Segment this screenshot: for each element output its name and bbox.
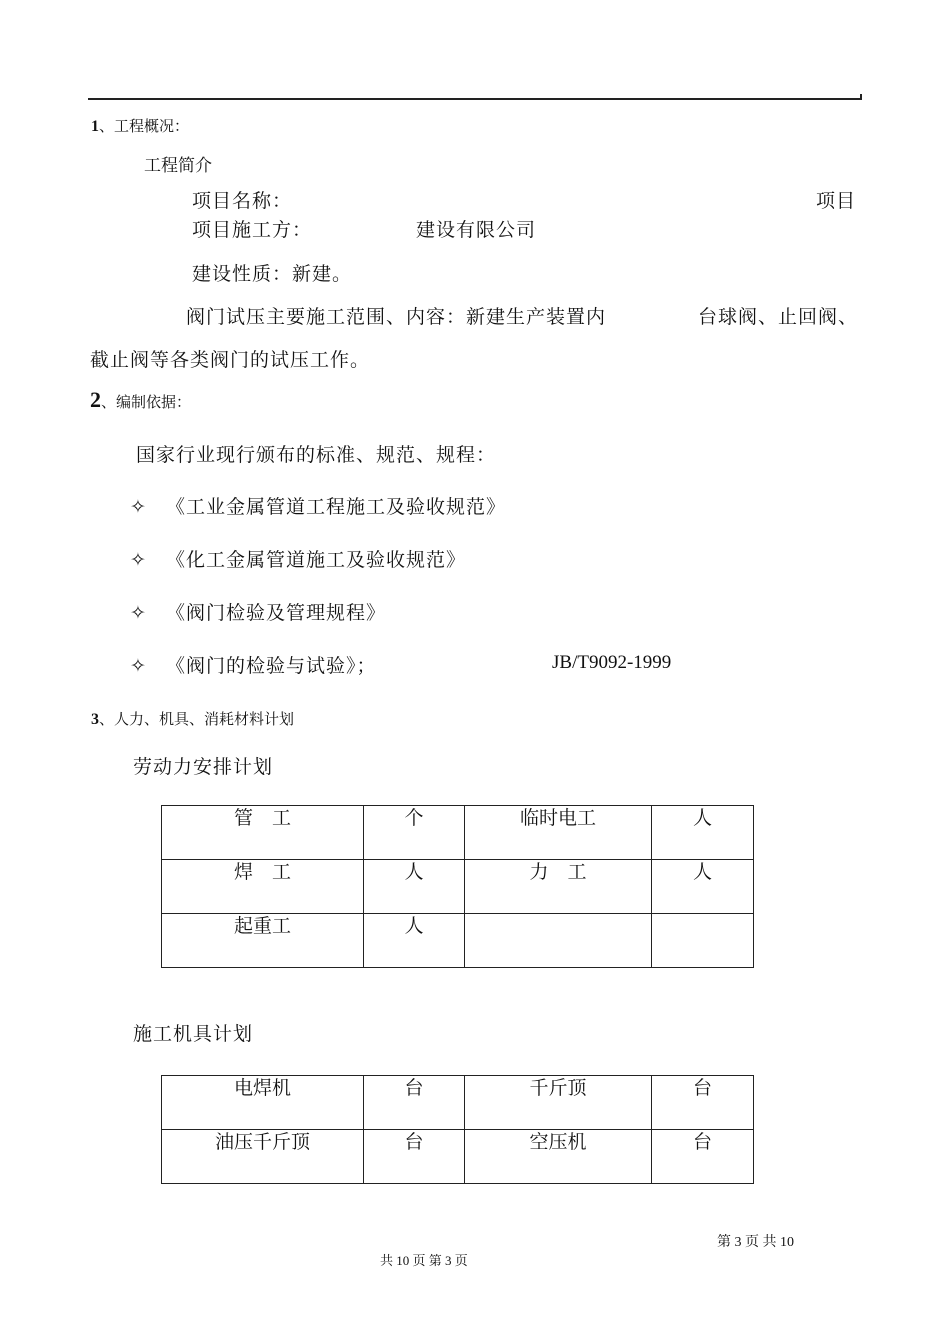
section1-heading-number: 1 <box>91 118 99 135</box>
page-footer-right: 第 3 页 共 10 <box>717 1235 794 1250</box>
table-cell: 电焊机 <box>162 1076 364 1130</box>
table-cell: 台 <box>652 1130 754 1184</box>
table-row <box>162 1130 754 1184</box>
header-rule-tick <box>860 94 862 100</box>
bullet-star-icon: ✧ <box>130 496 147 518</box>
section3-heading-number: 3 <box>91 711 99 728</box>
labor-table <box>161 805 754 968</box>
equipment-plan-title: 施工机具计划 <box>133 1023 254 1045</box>
standard-code: JB/T9092-1999 <box>552 652 672 673</box>
list-item-text: 《化工金属管道施工及验收规范》 <box>165 549 466 571</box>
section2-heading-text: 、编制依据： <box>101 393 192 411</box>
table-row <box>162 1076 754 1130</box>
table-cell: 力 工 <box>465 860 652 914</box>
scope-line1-b: 台球阀、止回阀、 <box>698 306 859 328</box>
project-name-tail: 项目 <box>816 190 857 212</box>
section2-heading <box>90 387 191 413</box>
table-cell: 油压千斤顶 <box>162 1130 364 1184</box>
table-cell: 起重工 <box>162 914 364 968</box>
list-item <box>130 651 376 678</box>
list-item-text: 《工业金属管道工程施工及验收规范》 <box>165 496 506 518</box>
list-item <box>130 598 386 625</box>
section1-subheading: 工程简介 <box>144 156 212 176</box>
construction-nature: 建设性质：新建。 <box>192 263 353 285</box>
standards-intro: 国家行业现行颁布的标准、规范、规程： <box>136 444 497 466</box>
table-cell: 台 <box>652 1076 754 1130</box>
project-name-label: 项目名称： <box>192 190 293 212</box>
bullet-star-icon: ✧ <box>130 549 147 571</box>
table-cell: 人 <box>652 860 754 914</box>
scope-line1-a: 阀门试压主要施工范围、内容：新建生产装置内 <box>186 306 607 328</box>
table-row <box>162 914 754 968</box>
list-item <box>130 545 466 572</box>
equipment-table <box>161 1075 754 1184</box>
table-cell: 管 工 <box>162 806 364 860</box>
table-cell <box>652 914 754 968</box>
table-cell: 人 <box>364 860 465 914</box>
section2-heading-number: 2 <box>90 387 101 412</box>
table-row <box>162 806 754 860</box>
section1-heading <box>91 115 189 136</box>
table-cell: 人 <box>364 914 465 968</box>
table-cell: 千斤顶 <box>465 1076 652 1130</box>
scope-line2: 截止阀等各类阀门的试压工作。 <box>90 349 371 371</box>
table-row <box>162 860 754 914</box>
contractor-label: 项目施工方： <box>192 219 313 241</box>
table-cell: 焊 工 <box>162 860 364 914</box>
table-cell: 人 <box>652 806 754 860</box>
table-cell: 临时电工 <box>465 806 652 860</box>
contractor-value: 建设有限公司 <box>416 219 537 241</box>
table-cell: 台 <box>364 1076 465 1130</box>
section1-heading-text: 、工程概况： <box>99 117 190 135</box>
list-item-text: 《阀门的检验与试验》； <box>165 655 377 677</box>
table-cell: 空压机 <box>465 1130 652 1184</box>
bullet-star-icon: ✧ <box>130 655 147 677</box>
table-cell: 个 <box>364 806 465 860</box>
page-footer-center: 共 10 页 第 3 页 <box>380 1253 468 1268</box>
table-cell <box>465 914 652 968</box>
header-rule <box>88 98 862 100</box>
table-cell: 台 <box>364 1130 465 1184</box>
list-item <box>130 492 506 519</box>
section3-heading <box>91 708 294 729</box>
bullet-star-icon: ✧ <box>130 602 147 624</box>
section3-heading-text: 、人力、机具、消耗材料计划 <box>99 710 295 728</box>
labor-plan-title: 劳动力安排计划 <box>133 756 274 778</box>
list-item-text: 《阀门检验及管理规程》 <box>165 602 386 624</box>
